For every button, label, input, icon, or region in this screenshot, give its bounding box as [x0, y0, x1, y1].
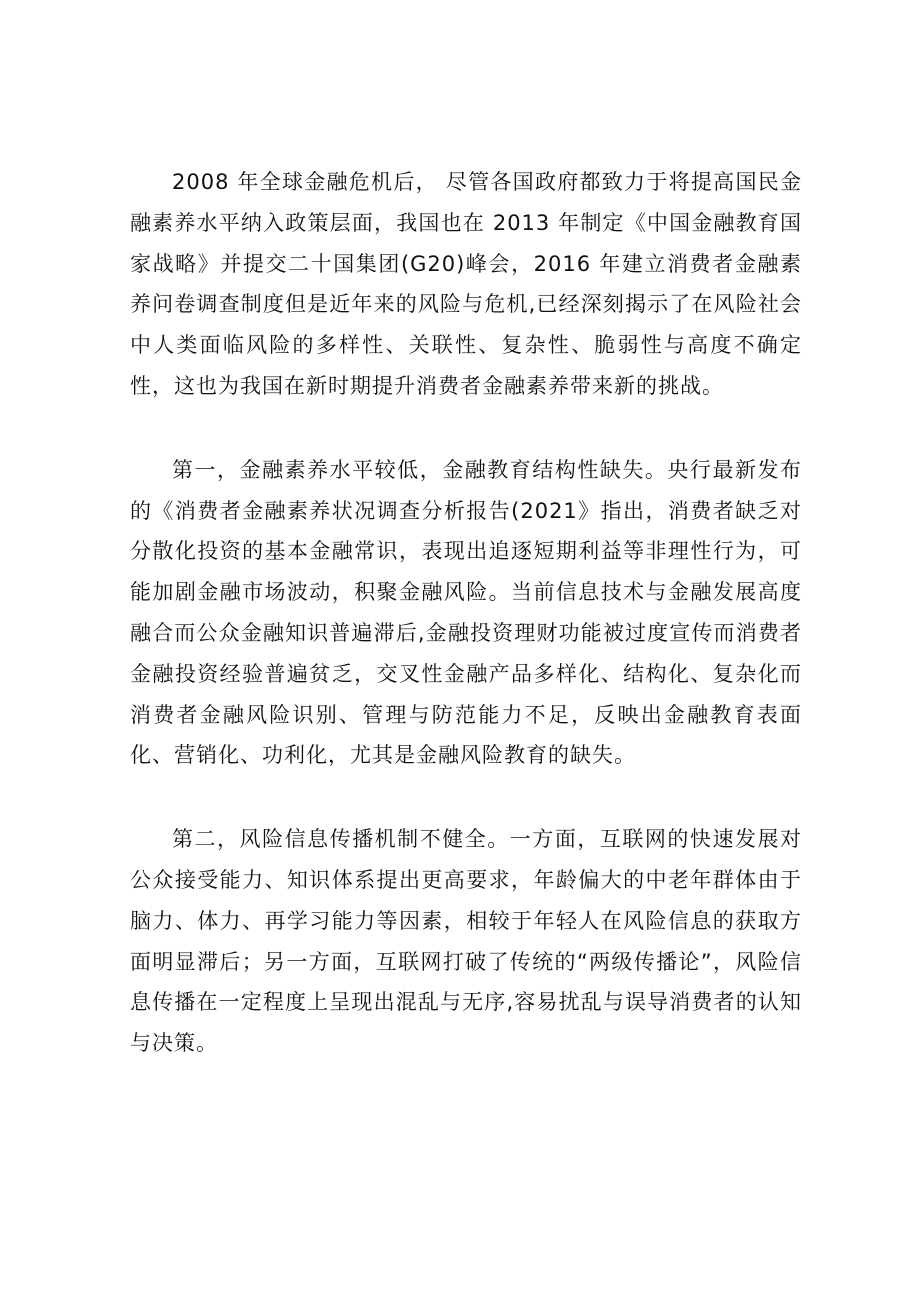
paragraph-low-financial-literacy: 第一，金融素养水平较低，金融教育结构性缺失。央行最新发布的《消费者金融素养状况调查分析报告(2021》指出，消费者缺乏对分散化投资的基本金融常识，表现出追逐短期利益等非理性行为，可能加剧金融市场波动，积聚金融风险。当前信息技术与金融发展高度融合而公众金融知识普遍滞后,金融投资理财功能被过度宣传而消费者金融投资经验普遍贫乏，交叉性金融产品多样化、结构化、复杂化而消费者金融风险识别、管理与防范能力不足，反映出金融教育表面化、营销化、功利化，尤其是金融风险教育的缺失。	[130, 457, 802, 768]
document-body	[130, 162, 802, 1107]
paragraph-financial-crisis-background: 2008 年全球金融危机后， 尽管各国政府都致力于将提高国民金融素养水平纳入政策层面，我国也在 2013 年制定《中国金融教育国家战略》并提交二十国集团(G20)峰会，2016 年建立消费者金融素养问卷调查制度但是近年来的风险与危机,已经深刻揭示了在风险社会中人类面临风险的多样性、关联性、复杂性、脆弱性与高度不确定性，这也为我国在新时期提升消费者金融素养带来新的挑战。	[130, 170, 802, 398]
paragraph-risk-information-dissemination: 第二，风险信息传播机制不健全。一方面，互联网的快速发展对公众接受能力、知识体系提出更高要求，年龄偏大的中老年群体由于脑力、体力、再学习能力等因素，相较于年轻人在风险信息的获取方面明显滞后；另一方面，互联网打破了传统的“两级传播论”，风险信息传播在一定程度上呈现出混乱与无序,容易扰乱与误导消费者的认知与决策。	[130, 827, 802, 1056]
